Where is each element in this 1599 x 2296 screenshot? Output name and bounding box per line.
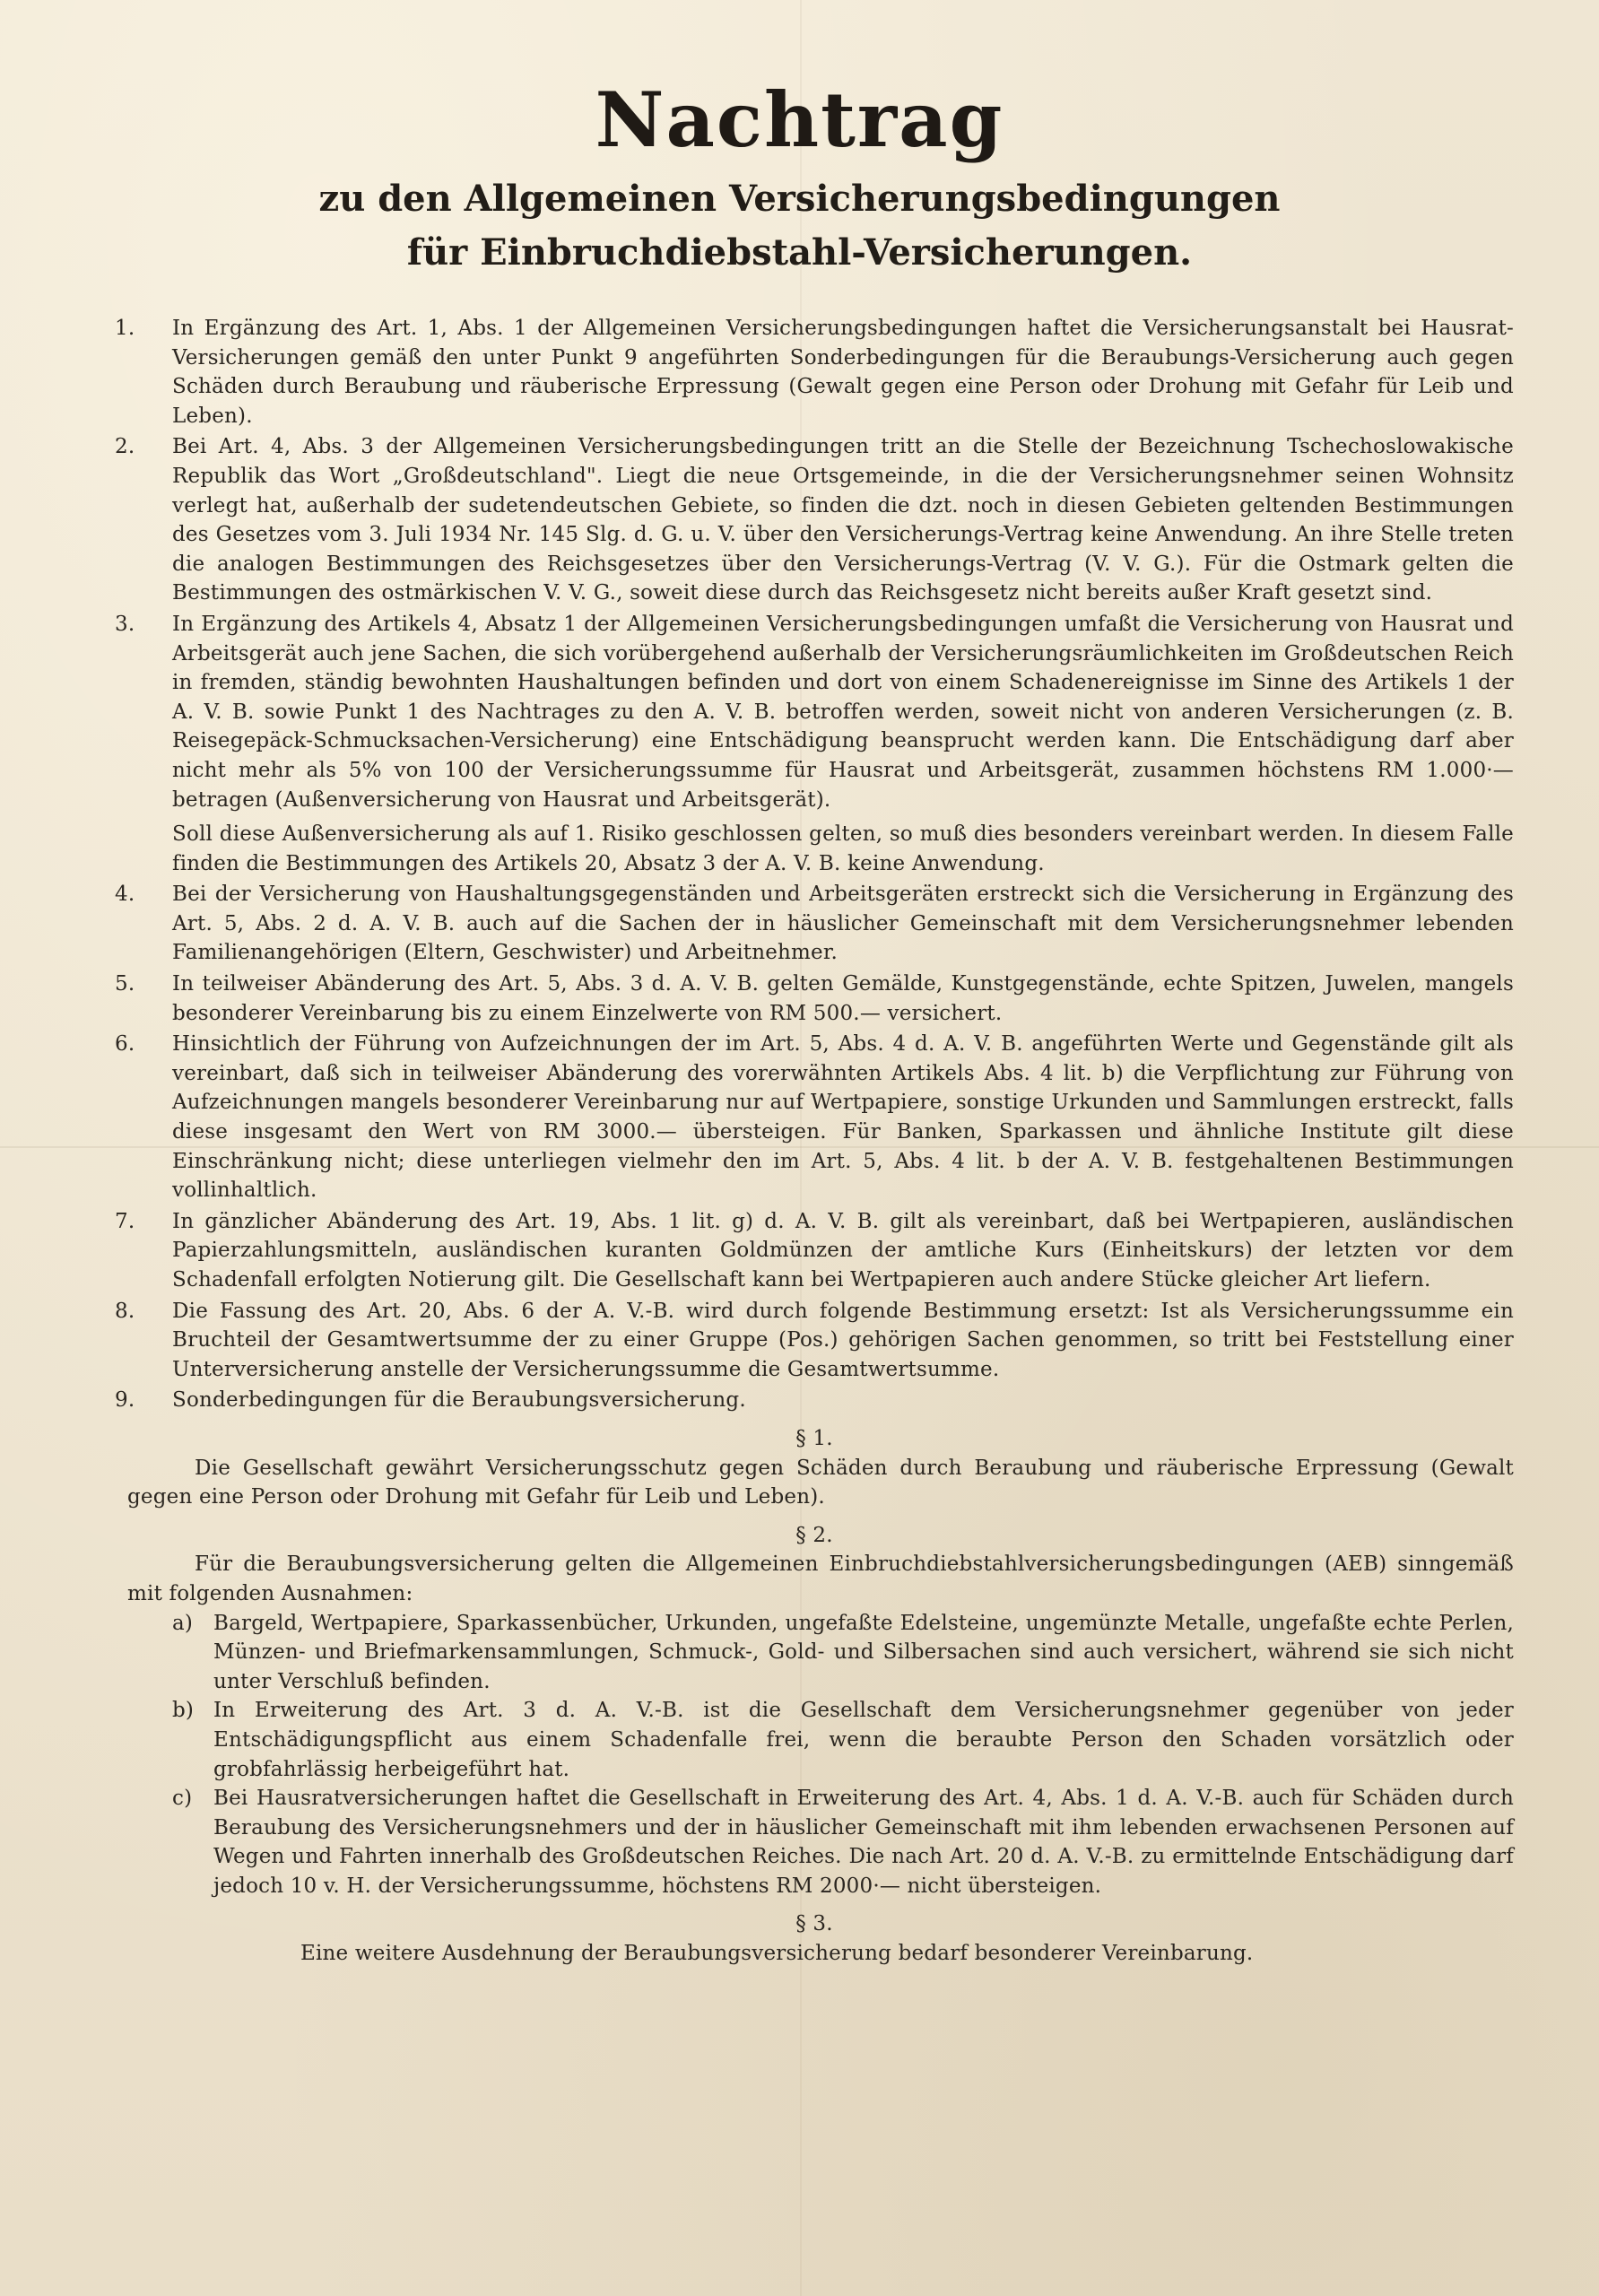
clause-9 (115, 1386, 1514, 1415)
clause-number: 4. (115, 883, 135, 907)
clause-number: 7. (115, 1209, 135, 1233)
clause-8 (115, 1297, 1514, 1385)
clause-text: In Ergänzung des Art. 1, Abs. 1 der Allgemeinen Versicherungsbedingungen haftet die Versicherungsanstalt bei Hausrat-Versicherungen gemäß den unter Punkt 9 angeführten Sonderbedingungen für die Beraubungs-Versicherung auch gegen Schäden durch Beraubung und räuberische Erpressung (Gewalt gegen eine Person oder Drohung mit Gefahr für Leib und Leben). (172, 317, 1514, 428)
clause-number: 2. (115, 435, 135, 459)
clause-text: In Ergänzung des Artikels 4, Absatz 1 der Allgemeinen Versicherungsbedingungen umfaßt die Versicherung von Hausrat und Arbeitsgerät auch jene Sachen, die sich vorübergehend außerhalb der Versicherungsräumlichkeiten im Großdeutschen Reich in fremden, ständig bewohnten Haushaltungen befinden und dort von einem Schadenereignisse im Sinne des Artikels 1 der A. V. B. sowie Punkt 1 des Nachtrages zu den A. V. B. betroffen werden, soweit nicht von anderen Versicherungen (z. B. Reisegepäck-Schmucksachen-Versicherung) eine Entschädigung beansprucht werden kann. Die Entschädigung darf aber nicht mehr als 5% von 100 der Versicherungssumme für Hausrat und Arbeitsgerät, zusammen höchstens RM 1.000·— betragen (Außenversicherung von Hausrat und Arbeitsgerät). (172, 612, 1514, 812)
sub-clause-c (115, 1784, 1514, 1900)
clause-text: Hinsichtlich der Führung von Aufzeichnungen der im Art. 5, Abs. 4 d. A. V. B. angeführten Werte und Gegenstände gilt als vereinbart, daß sich in teilweiser Abänderung des vorerwähnten Artikels Abs. 4 lit. b) die Verpflichtung zur Führung von Aufzeichnungen mangels besonderer Vereinbarung nur auf Wertpapiere, sonstige Urkunden und Sammlungen erstreckt, falls diese insgesamt den Wert von RM 3000.— übersteigen. Für Banken, Sparkassen und ähnliche Institute gilt diese Einschränkung nicht; diese unterliegen vielmehr den im Art. 5, Abs. 4 lit. b der A. V. B. festgehaltenen Bestimmungen vollinhaltlich. (172, 1032, 1514, 1203)
document-title: Nachtrag (595, 75, 1004, 164)
sub-clause-text: Bargeld, Wertpapiere, Sparkassenbücher, Urkunden, ungefaßte Edelsteine, ungemünzte Metalle, ungefaßte echte Perlen, Münzen- und Briefmarkensammlungen, Schmuck-, Gold- und Silbersachen sind auch versichert, während sie sich nicht unter Verschluß befinden. (213, 1611, 1514, 1693)
sub-clause-letter: c) (172, 1787, 193, 1811)
clause-3 (115, 610, 1514, 878)
clause-text: Bei Art. 4, Abs. 3 der Allgemeinen Versicherungsbedingungen tritt an die Stelle der Bezeichnung Tschechoslowakische Republik das Wort „Großdeutschland". Liegt die neue Ortsgemeinde, in die der Versicherungsnehmer seinen Wohnsitz verlegt hat, außerhalb der sudetendeutschen Gebiete, so finden die dzt. noch in diesen Gebieten geltenden Bestimmungen des Gesetzes vom 3. Juli 1934 Nr. 145 Slg. d. G. u. V. über den Versicherungs-Vertrag keine Anwendung. An ihre Stelle treten die analogen Bestimmungen des Reichsgesetzes über den Versicherungs-Vertrag (V. V. G.). Für die Ostmark gelten die Bestimmungen des ostmärkischen V. V. G., soweit diese durch das Reichsgesetz nicht bereits außer Kraft gesetzt sind. (172, 435, 1514, 605)
section-text-3: Eine weitere Ausdehnung der Beraubungsversicherung bedarf besonderer Vereinbarung. (300, 1942, 1254, 1966)
section-heading-3: § 3. (795, 1912, 833, 1936)
clause-1 (115, 314, 1514, 430)
clause-6 (115, 1030, 1514, 1205)
document-body (115, 314, 1514, 1969)
clause-2 (115, 432, 1514, 608)
sub-clause-text: Bei Hausratversicherungen haftet die Gesellschaft in Erweiterung des Art. 4, Abs. 1 d. A. V.-B. auch für Schäden durch Beraubung des Versicherungsnehmers und der in häuslicher Gemeinschaft mit ihm lebenden erwachsenen Personen auf Wegen und Fahrten innerhalb des Großdeutschen Reiches. Die nach Art. 20 d. A. V.-B. zu ermittelnde Entschädigung darf jedoch 10 v. H. der Versicherungssumme, höchstens RM 2000·— nicht übersteigen. (213, 1787, 1514, 1898)
clause-text: In teilweiser Abänderung des Art. 5, Abs. 3 d. A. V. B. gelten Gemälde, Kunstgegenstände, echte Spitzen, Juwelen, mangels besonderer Vereinbarung bis zu einem Einzelwerte von RM 500.— versichert. (172, 972, 1514, 1025)
section-heading-1: § 1. (795, 1426, 833, 1450)
section-heading-2: § 2. (795, 1523, 833, 1547)
sub-clause-letter: b) (172, 1699, 195, 1723)
clause-number: 8. (115, 1299, 135, 1323)
document-subtitle-line1: zu den Allgemeinen Versicherungsbedingungen (318, 178, 1281, 220)
clause-number: 5. (115, 972, 135, 996)
clause-number: 1. (115, 317, 135, 340)
clause-5 (115, 970, 1514, 1028)
clause-text-continuation: Soll diese Außenversicherung als auf 1. Risiko geschlossen gelten, so muß dies besonders vereinbart werden. In diesem Falle finden die Bestimmungen des Artikels 20, Absatz 3 der A. V. B. keine Anwendung. (172, 822, 1514, 875)
clause-4 (115, 880, 1514, 968)
clause-text: In gänzlicher Abänderung des Art. 19, Abs. 1 lit. g) d. A. V. B. gilt als vereinbart, daß bei Wertpapieren, ausländischen Papierzahlungsmitteln, ausländischen kuranten Goldmünzen der amtliche Kurs (Einheitskurs) der letzten vor dem Schadenfall erfolgten Notierung gilt. Die Gesellschaft kann bei Wertpapieren auch andere Stücke gleicher Art liefern. (172, 1209, 1514, 1292)
section-text-2: Für die Beraubungsversicherung gelten die Allgemeinen Einbruchdiebstahlversicherungsbedingungen (AEB) sinngemäß mit folgenden Ausnahmen: (127, 1552, 1514, 1605)
clause-text: Bei der Versicherung von Haushaltungsgegenständen und Arbeitsgeräten erstreckt sich die Versicherung in Ergänzung des Art. 5, Abs. 2 d. A. V. B. auch auf die Sachen der in häuslicher Gemeinschaft mit dem Versicherungsnehmer lebenden Familienangehörigen (Eltern, Geschwister) und Arbeitnehmer. (172, 883, 1514, 965)
clause-text: Sonderbedingungen für die Beraubungsversicherung. (172, 1388, 746, 1413)
document-subtitle-line2: für Einbruchdiebstahl-Versicherungen. (406, 231, 1193, 274)
section-text-1: Die Gesellschaft gewährt Versicherungsschutz gegen Schäden durch Beraubung und räuberische Erpressung (Gewalt gegen eine Person oder Drohung mit Gefahr für Leib und Leben). (127, 1456, 1514, 1509)
clause-number: 9. (115, 1388, 135, 1413)
clause-number: 3. (115, 612, 135, 636)
sub-clause-a (115, 1609, 1514, 1697)
clause-7 (115, 1207, 1514, 1295)
sub-clause-letter: a) (172, 1611, 194, 1635)
clause-text: Die Fassung des Art. 20, Abs. 6 der A. V.-B. wird durch folgende Bestimmung ersetzt: Ist als Versicherungssumme ein Bruchteil der Gesamtwertsumme der zu einer Gruppe (Pos.) gehörigen Sachen genommen, so tritt bei Feststellung einer Unterversicherung anstelle der Versicherungssumme die Gesamtwertsumme. (172, 1299, 1514, 1381)
sub-clause-b (115, 1696, 1514, 1784)
sub-clause-text: In Erweiterung des Art. 3 d. A. V.-B. ist die Gesellschaft dem Versicherungsnehmer gegenüber von jeder Entschädigungspflicht aus einem Schadenfalle frei, wenn die beraubte Person den Schaden vorsätzlich oder grobfahrlässig herbeigeführt hat. (213, 1699, 1514, 1781)
clause-number: 6. (115, 1032, 135, 1057)
